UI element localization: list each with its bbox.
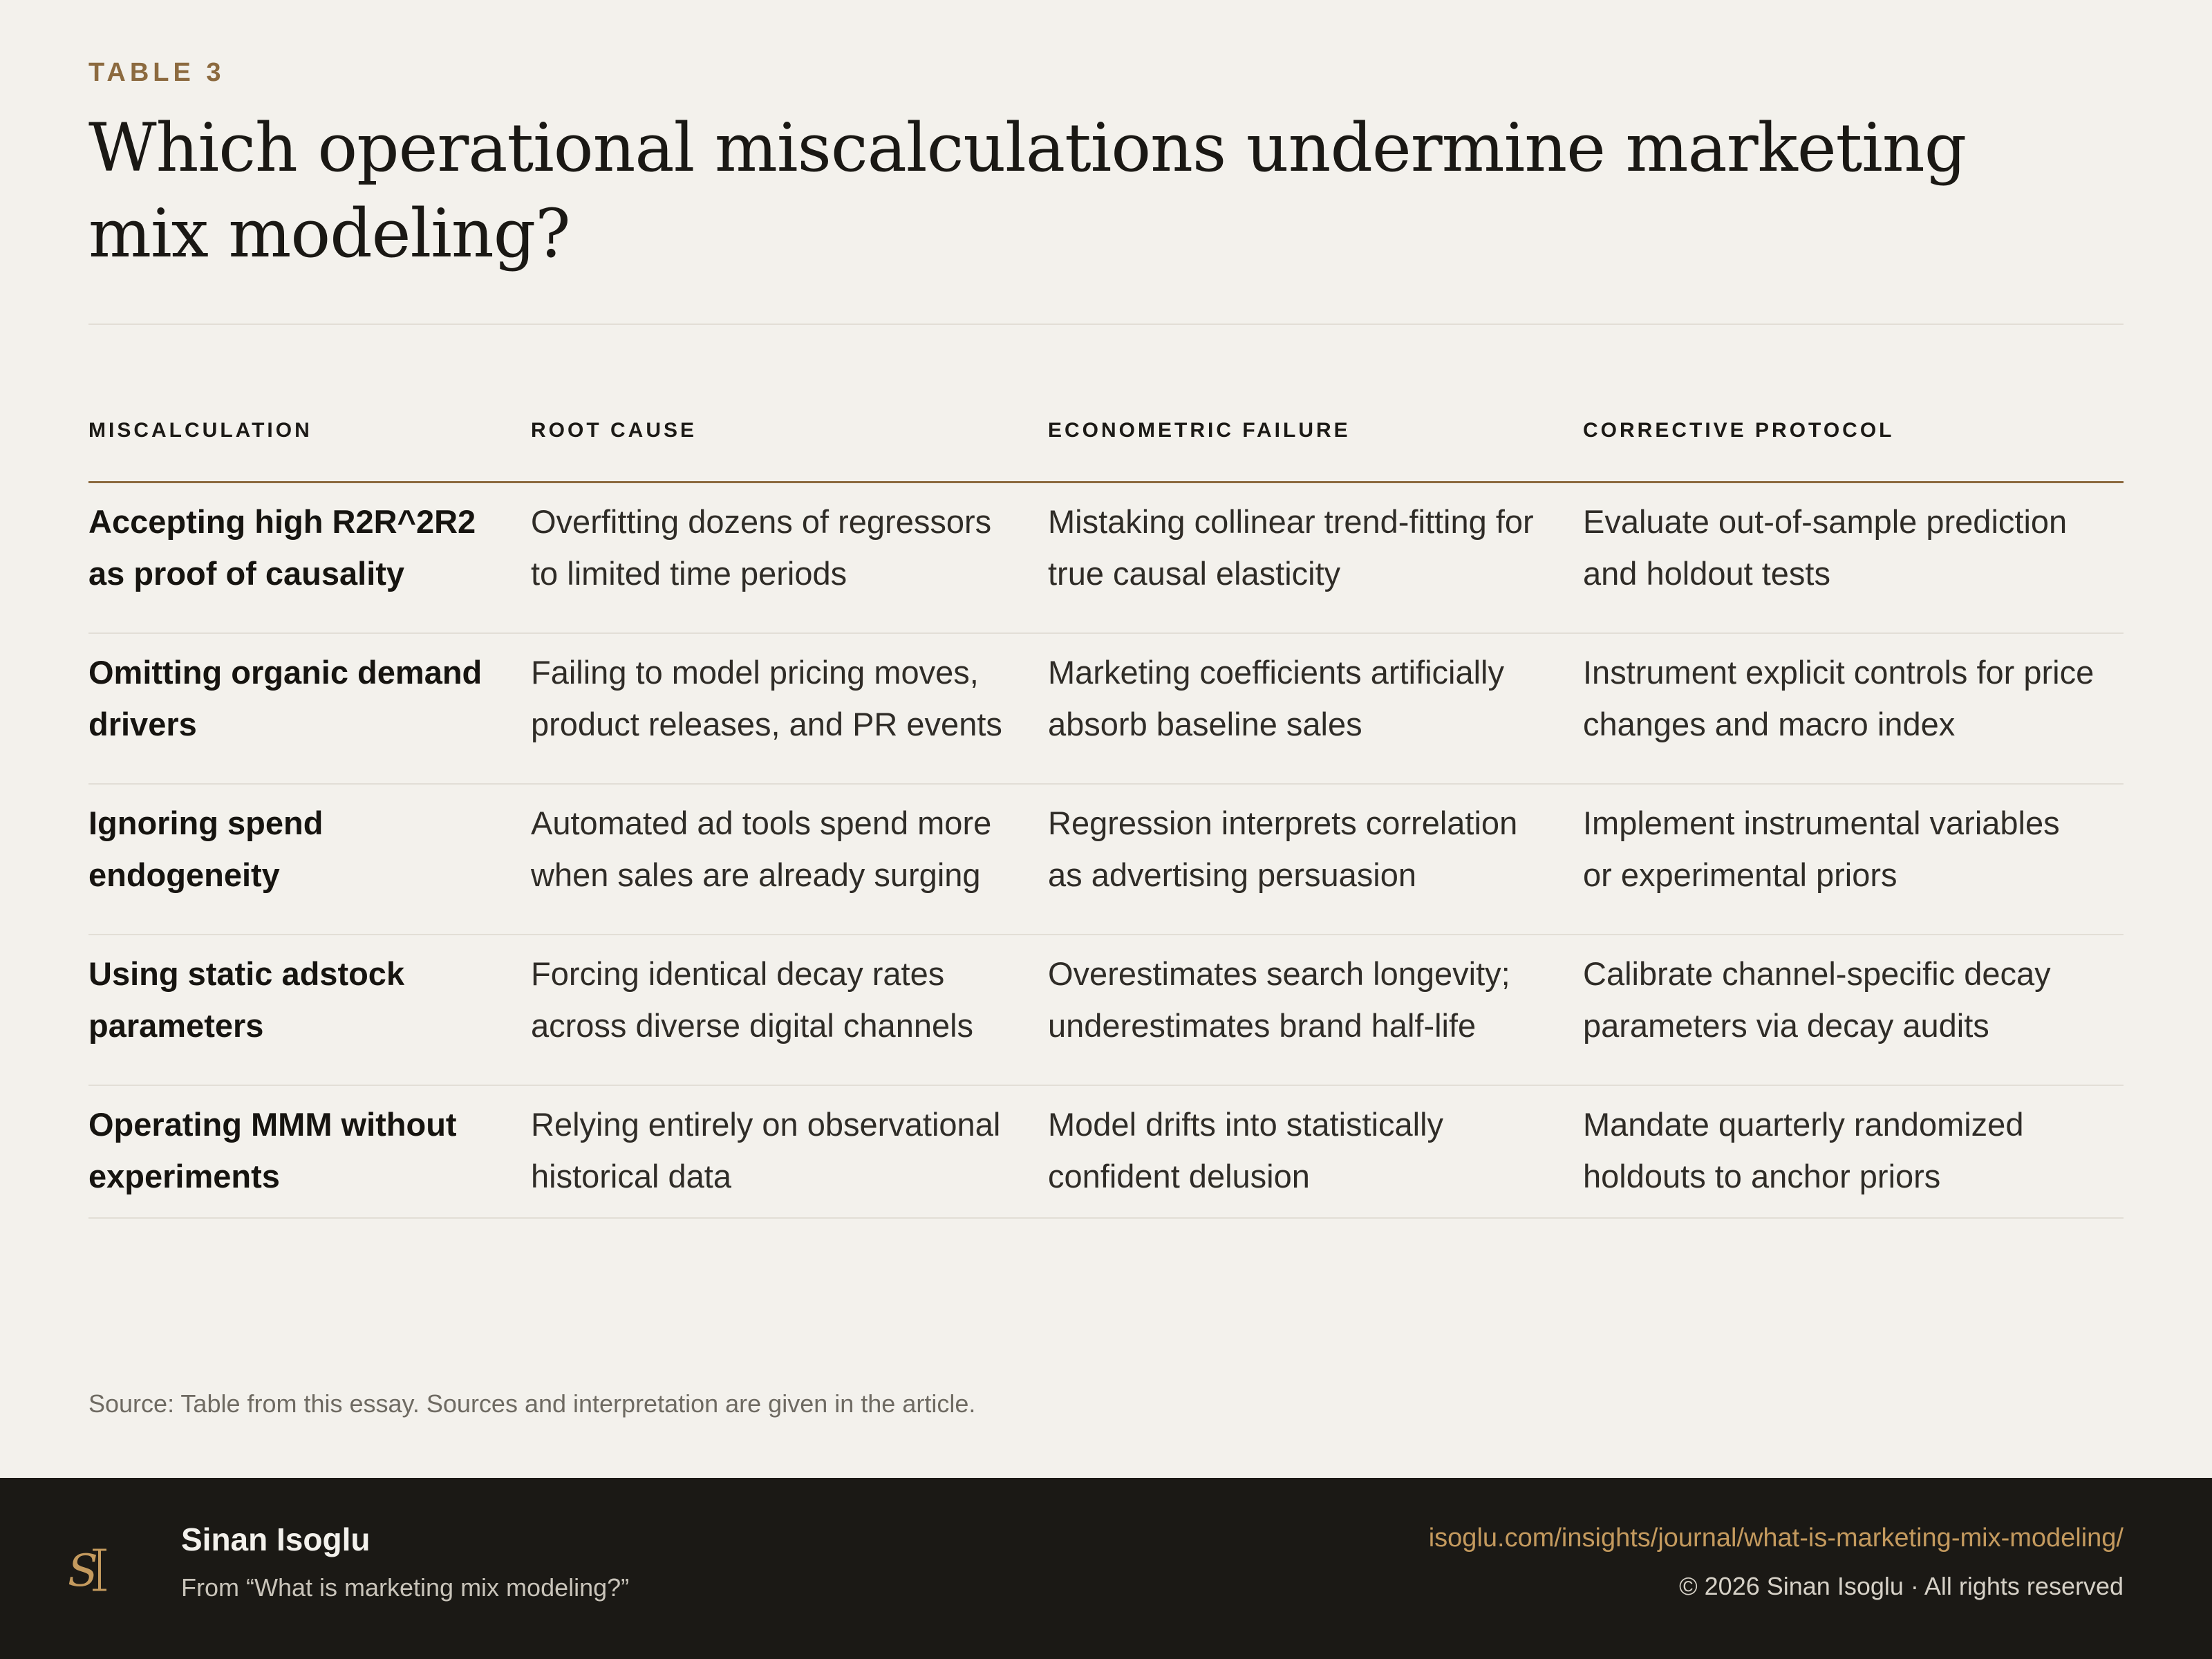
cell-miscalculation: Omitting organic demand drivers (88, 633, 531, 784)
cell-econometric-failure: Marketing coefficients artificially absorb baseline sales (1048, 633, 1583, 784)
cell-corrective-protocol: Evaluate out-of-sample prediction and holdout tests (1583, 482, 2124, 633)
table-row (88, 1085, 2124, 1218)
author-name: Sinan Isoglu (181, 1521, 371, 1557)
cell-root-cause: Forcing identical decay rates across diverse digital channels (531, 935, 1048, 1085)
column-header-econometric-failure: ECONOMETRIC FAILURE (1048, 405, 1583, 482)
miscalculations-table (88, 405, 2124, 1219)
table-row (88, 482, 2124, 633)
table-header-row (88, 405, 2124, 482)
cell-corrective-protocol: Instrument explicit controls for price changes and macro index (1583, 633, 2124, 784)
si-monogram-logo (64, 1540, 119, 1602)
table-row (88, 935, 2124, 1085)
cell-econometric-failure: Regression interprets correlation as advertising persuasion (1048, 784, 1583, 935)
cell-corrective-protocol: Implement instrumental variables or experimental priors (1583, 784, 2124, 935)
cell-econometric-failure: Mistaking collinear trend-fitting for true causal elasticity (1048, 482, 1583, 633)
cell-corrective-protocol: Mandate quarterly randomized holdouts to anchor priors (1583, 1085, 2124, 1218)
cell-root-cause: Automated ad tools spend more when sales are already surging (531, 784, 1048, 935)
cell-miscalculation: Ignoring spend endogeneity (88, 784, 531, 935)
cell-econometric-failure: Overestimates search longevity; underestimates brand half-life (1048, 935, 1583, 1085)
table-row (88, 784, 2124, 935)
cell-miscalculation: Using static adstock parameters (88, 935, 531, 1085)
table-row (88, 633, 2124, 784)
cell-miscalculation: Operating MMM without experiments (88, 1085, 531, 1218)
article-link[interactable]: isoglu.com/insights/journal/what-is-marketing-mix-modeling/ (1428, 1524, 2124, 1553)
cell-root-cause: Relying entirely on observational historical data (531, 1085, 1048, 1218)
table-eyebrow: TABLE 3 (88, 58, 225, 87)
cell-corrective-protocol: Calibrate channel-specific decay parameters via decay audits (1583, 935, 2124, 1085)
footer-bar (0, 1478, 2212, 1659)
cell-econometric-failure: Model drifts into statistically confident delusion (1048, 1085, 1583, 1218)
cell-root-cause: Failing to model pricing moves, product releases, and PR events (531, 633, 1048, 784)
svg-text:S: S (68, 1546, 98, 1597)
column-header-root-cause: ROOT CAUSE (531, 405, 1048, 482)
cell-miscalculation: Accepting high R2R^2R2 as proof of causality (88, 482, 531, 633)
source-note: Source: Table from this essay. Sources and interpretation are given in the article. (88, 1389, 976, 1418)
cell-root-cause: Overfitting dozens of regressors to limited time periods (531, 482, 1048, 633)
article-reference: From “What is marketing mix modeling?” (181, 1573, 630, 1602)
column-header-corrective-protocol: CORRECTIVE PROTOCOL (1583, 405, 2124, 482)
column-header-miscalculation: MISCALCULATION (88, 405, 531, 482)
copyright-notice: © 2026 Sinan Isoglu · All rights reserved (1679, 1572, 2124, 1600)
page-title: Which operational miscalculations undermine marketing mix modeling? (88, 109, 1967, 272)
title-divider (88, 324, 2124, 325)
